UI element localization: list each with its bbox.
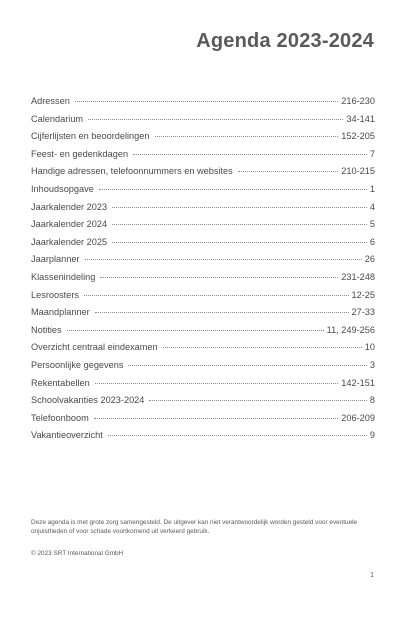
toc-entry-pages: 231-248 (341, 271, 375, 282)
toc-entry[interactable] (31, 410, 375, 428)
toc-entry-pages: 1 (369, 183, 375, 194)
toc-entry-pages: 3 (369, 359, 375, 370)
dot-leader (85, 259, 362, 260)
toc-entry-pages: 11, 249-256 (326, 324, 375, 335)
toc-entry-pages: 9 (369, 430, 375, 441)
toc-entry-pages: 206-209 (341, 412, 375, 423)
dot-leader (128, 365, 366, 366)
toc-entry-pages: 142-151 (341, 377, 375, 388)
toc-entry[interactable] (31, 322, 375, 340)
toc-entry-label: Klassenindeling (31, 271, 96, 282)
dot-leader (95, 312, 349, 313)
toc-entry-label: Vakantieoverzicht (31, 430, 103, 441)
toc-entry-label: Persoonlijke gegevens (31, 359, 124, 370)
page-number: 1 (370, 572, 374, 579)
toc-entry-label: Handige adressen, telefoonnummers en websites (31, 166, 233, 177)
toc-entry[interactable] (31, 357, 375, 375)
toc-entry[interactable] (31, 234, 375, 252)
toc-entry[interactable] (31, 111, 375, 129)
toc-entry[interactable] (31, 304, 375, 322)
toc-entry[interactable] (31, 251, 375, 269)
toc-entry-label: Inhoudsopgave (31, 183, 94, 194)
toc-entry-label: Cijferlijsten en beoordelingen (31, 131, 150, 142)
toc-entry-label: Overzicht centraal eindexamen (31, 342, 158, 353)
dot-leader (133, 154, 367, 155)
toc-entry[interactable] (31, 146, 375, 164)
toc-entry[interactable] (31, 181, 375, 199)
dot-leader (155, 136, 339, 137)
toc-entry-pages: 10 (364, 342, 375, 353)
dot-leader (88, 119, 343, 120)
toc-entry[interactable] (31, 269, 375, 287)
dot-leader (67, 330, 324, 331)
toc-entry-label: Lesroosters (31, 289, 80, 300)
toc-entry-label: Maandplanner (31, 307, 90, 318)
toc-entry-label: Telefoonboom (31, 412, 89, 423)
table-of-contents (31, 93, 375, 445)
toc-entry[interactable] (31, 287, 375, 305)
toc-entry-label: Adressen (31, 96, 70, 106)
toc-entry-label: Jaarkalender 2025 (31, 236, 108, 247)
toc-entry[interactable] (31, 199, 375, 217)
toc-entry-label: Feest- en gedenkdagen (31, 148, 129, 159)
dot-leader (112, 242, 367, 243)
dot-leader (112, 207, 367, 208)
toc-entry[interactable] (31, 216, 375, 234)
copyright-notice: © 2023 SRT International GmbH (31, 550, 124, 557)
toc-entry-pages: 5 (369, 219, 375, 230)
dot-leader (163, 347, 362, 348)
toc-entry-pages: 216-230 (341, 96, 375, 106)
toc-entry-label: Notities (31, 324, 62, 335)
toc-entry-pages: 27-33 (351, 307, 375, 318)
toc-entry[interactable] (31, 128, 375, 146)
toc-entry-pages: 34-141 (346, 113, 375, 124)
toc-entry[interactable] (31, 427, 375, 445)
toc-entry-pages: 6 (369, 236, 375, 247)
toc-entry-pages: 4 (369, 201, 375, 212)
dot-leader (100, 277, 338, 278)
toc-entry-label: Schoolvakanties 2023-2024 (31, 395, 145, 406)
dot-leader (99, 189, 367, 190)
toc-entry[interactable] (31, 163, 375, 181)
disclaimer-text: Deze agenda is met grote zorg samengesteld. De uitgever kan niet verantwoordelijk worden gesteld voor eventuele onjuistheden of voor schade voortkomend uit verkeerd gebruik. (31, 519, 358, 535)
toc-entry-label: Rekentabellen (31, 377, 90, 388)
dot-leader (94, 418, 339, 419)
dot-leader (75, 101, 338, 102)
dot-leader (95, 383, 339, 384)
toc-entry[interactable] (31, 339, 375, 357)
toc-entry-pages: 12-25 (351, 289, 375, 300)
toc-entry[interactable] (31, 93, 375, 111)
toc-entry-label: Jaarkalender 2024 (31, 219, 108, 230)
toc-entry-pages: 7 (369, 148, 375, 159)
toc-entry-pages: 26 (364, 254, 375, 265)
toc-entry-pages: 210-215 (341, 166, 375, 177)
toc-entry-label: Jaarplanner (31, 254, 80, 265)
toc-entry-label: Jaarkalender 2023 (31, 201, 108, 212)
toc-entry[interactable] (31, 392, 375, 410)
dot-leader (112, 224, 367, 225)
dot-leader (149, 400, 366, 401)
toc-entry-label: Calendarium (31, 113, 84, 124)
page-title: Agenda 2023-2024 (196, 30, 374, 52)
dot-leader (108, 435, 367, 436)
dot-leader (238, 171, 339, 172)
toc-entry-pages: 152-205 (341, 131, 375, 142)
toc-entry[interactable] (31, 375, 375, 393)
toc-entry-pages: 8 (369, 395, 375, 406)
dot-leader (84, 295, 348, 296)
